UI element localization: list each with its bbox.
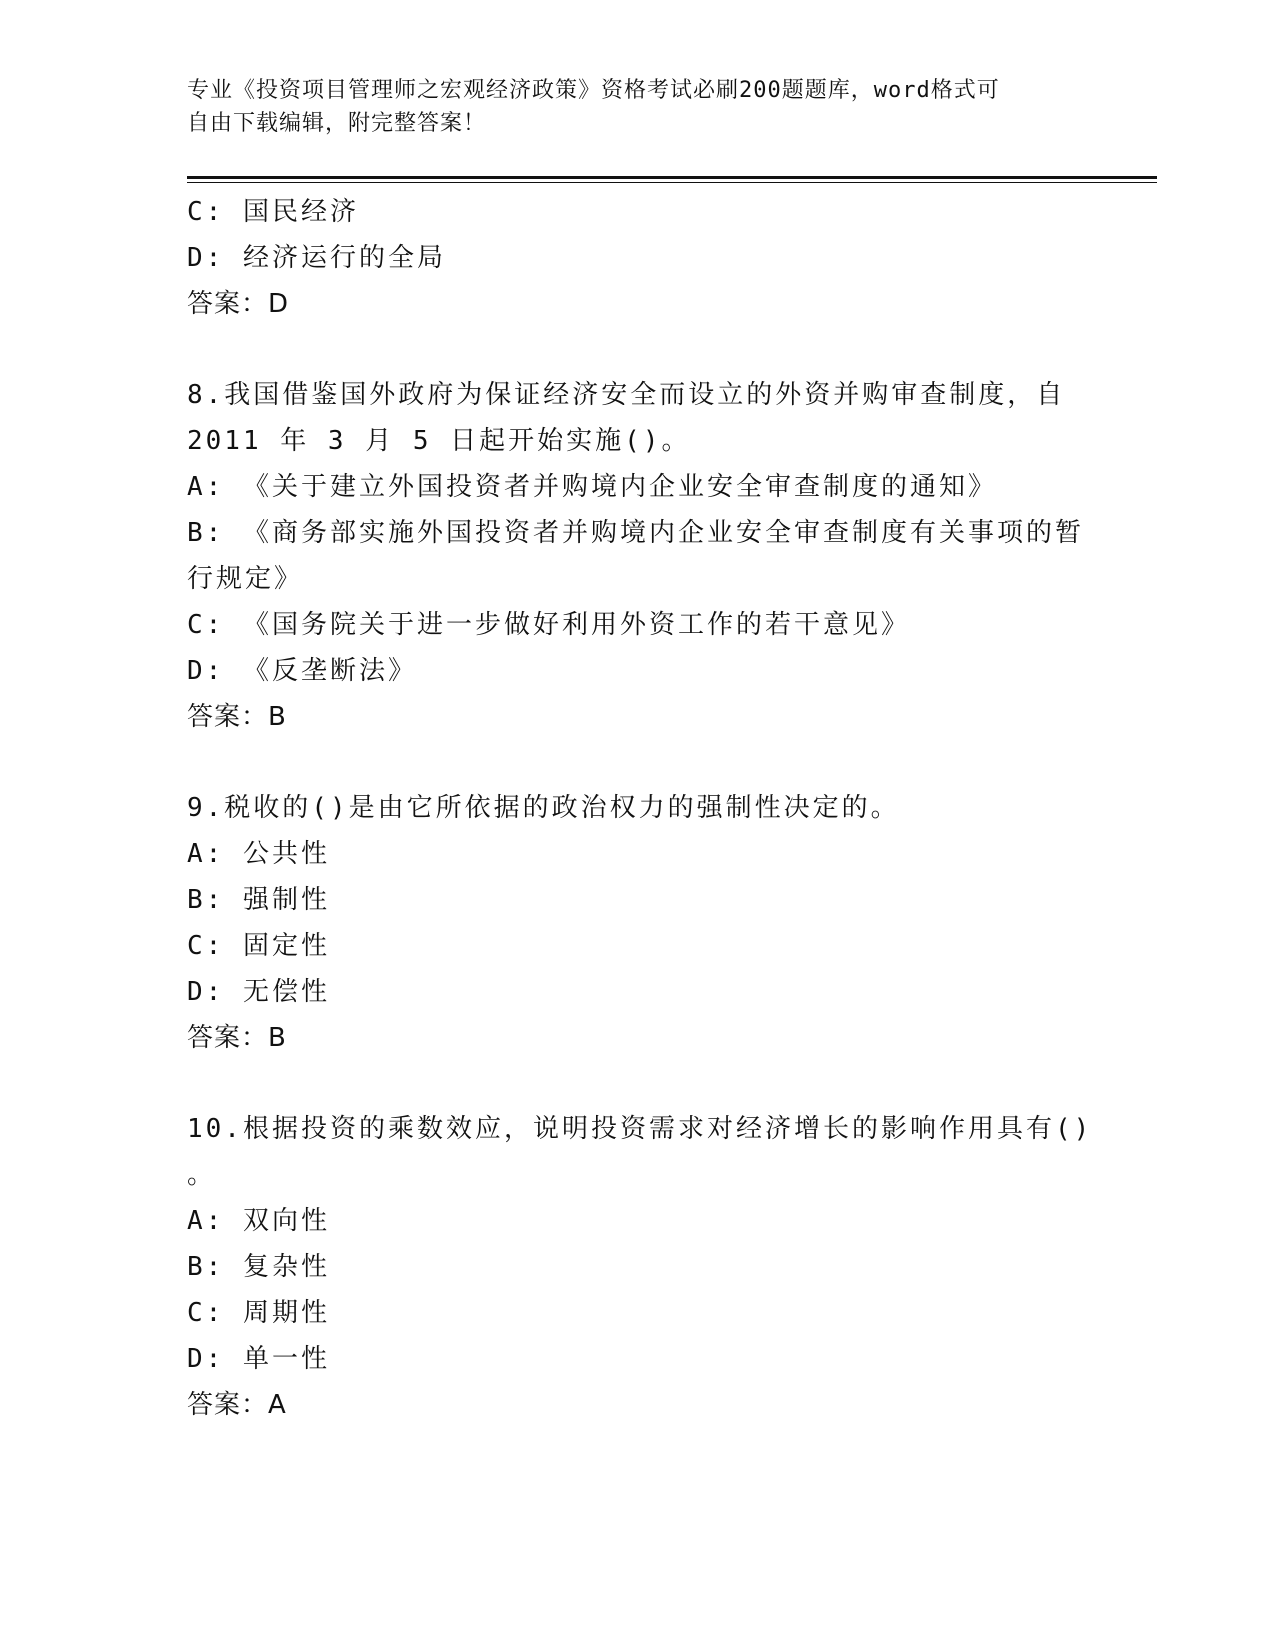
header-line-1: 专业《投资项目管理师之宏观经济政策》资格考试必刷200题题库，word格式可 [187, 78, 1000, 103]
option-d: D: 经济运行的全局 [187, 243, 446, 273]
option-a: A: 《关于建立外国投资者并购境内企业安全审查制度的通知》 [187, 472, 997, 502]
option-b-continued: 行规定》 [187, 564, 304, 594]
question-stem: 10.根据投资的乘数效应，说明投资需求对经济增长的影响作用具有() [187, 1114, 1093, 1144]
header-rule-thin [187, 182, 1157, 183]
question-10 [187, 1106, 1093, 1428]
question-8 [187, 372, 1087, 740]
answer-line: 答案：B [187, 702, 287, 732]
option-c: C: 固定性 [187, 931, 330, 961]
header-rule-thick [187, 176, 1157, 179]
question-9 [187, 785, 1087, 1061]
option-a: A: 公共性 [187, 839, 330, 869]
document-header [187, 74, 1067, 140]
answer-line: 答案：B [187, 1023, 287, 1053]
option-d: D: 《反垄断法》 [187, 656, 417, 686]
option-d: D: 单一性 [187, 1344, 330, 1374]
option-c: C: 《国务院关于进一步做好利用外资工作的若干意见》 [187, 610, 910, 640]
option-b: B: 强制性 [187, 885, 330, 915]
option-c: C: 国民经济 [187, 197, 359, 227]
option-b: B: 复杂性 [187, 1252, 330, 1282]
question-stem-continued: 。 [187, 1160, 217, 1190]
document-body [187, 189, 1093, 1428]
question-stem: 8.我国借鉴国外政府为保证经济安全而设立的外资并购审查制度，自 [187, 380, 1066, 410]
question-7-tail [187, 189, 1087, 327]
answer-line: 答案：A [187, 1390, 287, 1420]
spacer [187, 327, 1087, 372]
answer-line: 答案：D [187, 289, 290, 319]
option-c: C: 周期性 [187, 1298, 330, 1328]
spacer [187, 1061, 1087, 1106]
option-b: B: 《商务部实施外国投资者并购境内企业安全审查制度有关事项的暂 [187, 518, 1084, 548]
question-stem: 9.税收的()是由它所依据的政治权力的强制性决定的。 [187, 793, 900, 823]
header-line-2: 自由下载编辑，附完整答案！ [187, 111, 487, 136]
option-a: A: 双向性 [187, 1206, 330, 1236]
spacer [187, 740, 1087, 785]
question-stem-continued: 2011 年 3 月 5 日起开始实施()。 [187, 426, 691, 456]
option-d: D: 无偿性 [187, 977, 330, 1007]
